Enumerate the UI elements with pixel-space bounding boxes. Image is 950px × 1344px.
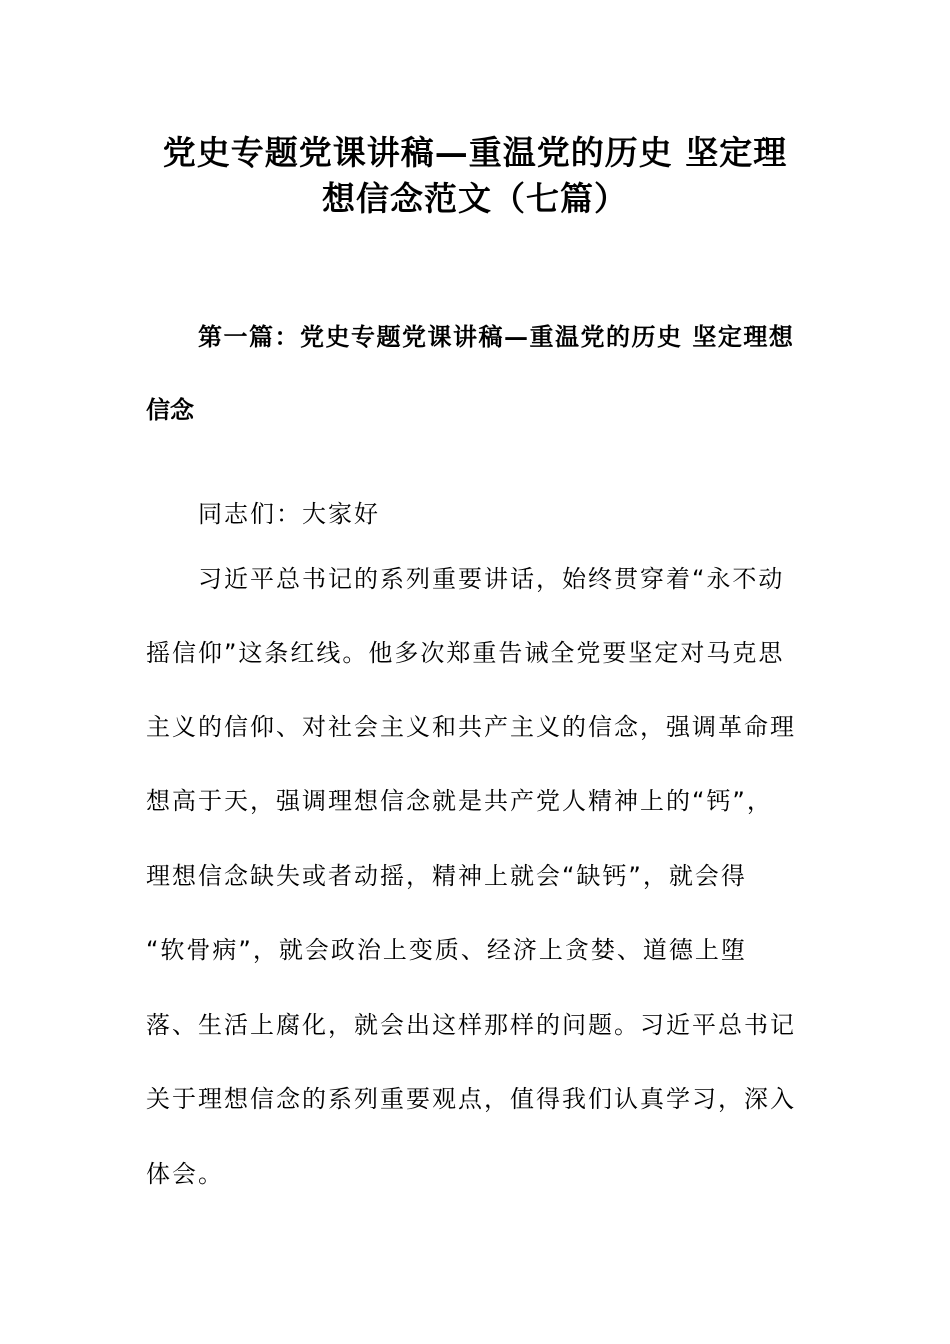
paragraph-line: 关于理想信念的系列重要观点，值得我们认真学习，深入	[146, 1085, 796, 1113]
document-title-line-2: 想信念范文（七篇）	[322, 179, 628, 218]
paragraph-line: 习近平总书记的系列重要讲话，始终贯穿着“永不动	[198, 565, 785, 593]
paragraph-line: 落、生活上腐化，就会出这样那样的问题。习近平总书记	[146, 1011, 796, 1039]
paragraph-line: 主义的信仰、对社会主义和共产主义的信念，强调革命理	[146, 713, 796, 741]
salutation-line: 同志们：大家好	[198, 500, 380, 528]
paragraph-line: 体会。	[146, 1160, 224, 1188]
section-heading-line-1: 第一篇：党史专题党课讲稿—重温党的历史 坚定理想	[198, 322, 795, 351]
paragraph-line: “软骨病”，就会政治上变质、经济上贪婪、道德上堕	[146, 936, 747, 964]
paragraph-line: 想高于天，强调理想信念就是共产党人精神上的“钙”，	[146, 787, 773, 815]
document-title-line-1: 党史专题党课讲稿—重温党的历史 坚定理	[162, 133, 788, 172]
paragraph-line: 摇信仰”这条红线。他多次郑重告诫全党要坚定对马克思	[146, 639, 785, 667]
paragraph-line: 理想信念缺失或者动摇，精神上就会“缺钙”，就会得	[146, 862, 747, 890]
section-heading-line-2: 信念	[146, 395, 194, 424]
